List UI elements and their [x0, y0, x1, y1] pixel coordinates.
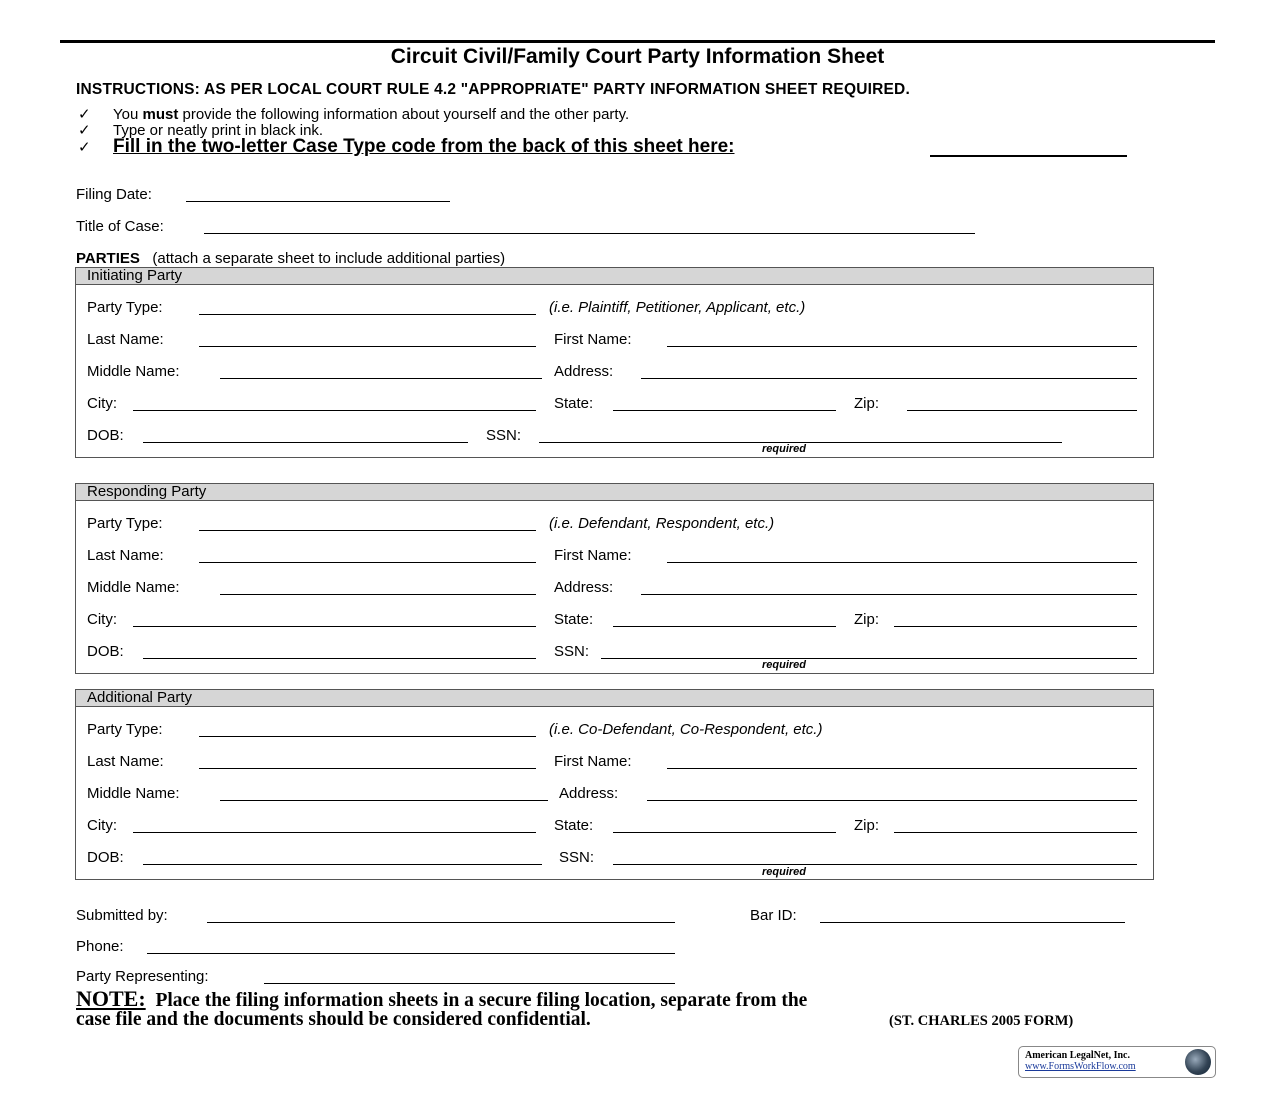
badge-url[interactable]: www.FormsWorkFlow.com — [1025, 1061, 1136, 1072]
middle-name-label: Middle Name: — [87, 579, 180, 596]
page-title: Circuit Civil/Family Court Party Information Sheet — [390, 45, 885, 68]
responding-ssn-field[interactable] — [601, 658, 1137, 659]
ssn-required-note: required — [762, 866, 807, 878]
zip-label: Zip: — [854, 817, 880, 834]
middle-name-label: Middle Name: — [87, 363, 180, 380]
initiating-party-section — [75, 267, 1154, 458]
responding-city-field[interactable] — [133, 626, 536, 627]
party-representing-field[interactable] — [264, 983, 675, 984]
first-name-label: First Name: — [554, 547, 632, 564]
initiating-zip-field[interactable] — [907, 410, 1137, 411]
initiating-party-title: Initiating Party — [87, 267, 183, 284]
instructions: INSTRUCTIONS: AS PER LOCAL COURT RULE 4.2 "APPROPRIATE" PARTY INFORMATION SHEET REQUIRED. — [76, 81, 910, 98]
note-label: NOTE: — [76, 986, 146, 1011]
state-label: State: — [554, 817, 594, 834]
additional-last-name-field[interactable] — [199, 768, 536, 769]
city-label: City: — [87, 611, 117, 628]
ssn-label: SSN: — [554, 643, 590, 660]
additional-party-type-field[interactable] — [199, 736, 536, 737]
party-type-label: Party Type: — [87, 721, 163, 738]
responding-zip-field[interactable] — [894, 626, 1137, 627]
additional-city-field[interactable] — [133, 832, 536, 833]
responding-first-name-field[interactable] — [667, 562, 1137, 563]
state-label: State: — [554, 395, 594, 412]
last-name-label: Last Name: — [87, 331, 164, 348]
city-label: City: — [87, 395, 117, 412]
additional-dob-field[interactable] — [143, 864, 542, 865]
responding-dob-field[interactable] — [143, 658, 536, 659]
city-label: City: — [87, 817, 117, 834]
responding-middle-name-field[interactable] — [220, 594, 536, 595]
title-of-case-label: Title of Case: — [76, 218, 164, 235]
party-type-label: Party Type: — [87, 299, 163, 316]
initiating-dob-field[interactable] — [143, 442, 468, 443]
state-label: State: — [554, 611, 594, 628]
first-name-label: First Name: — [554, 331, 632, 348]
additional-state-field[interactable] — [613, 832, 836, 833]
party-type-hint: (i.e. Plaintiff, Petitioner, Applicant, etc.) — [549, 299, 806, 316]
additional-ssn-field[interactable] — [613, 864, 1137, 865]
bullet-1 — [113, 106, 629, 123]
party-type-hint: (i.e. Defendant, Respondent, etc.) — [549, 515, 775, 532]
filing-date-field[interactable] — [186, 201, 450, 202]
bullet-1-pre: You — [113, 106, 143, 123]
party-type-hint: (i.e. Co-Defendant, Co-Respondent, etc.) — [549, 721, 823, 738]
filing-date-label: Filing Date: — [76, 186, 152, 203]
parties-note: (attach a separate sheet to include additional parties) — [152, 250, 506, 267]
last-name-label: Last Name: — [87, 753, 164, 770]
bullet-2: Type or neatly print in black ink. — [113, 122, 324, 139]
check-icon: ✓ — [78, 106, 91, 123]
ssn-label: SSN: — [486, 427, 522, 444]
section-header — [76, 268, 1153, 285]
responding-state-field[interactable] — [613, 626, 836, 627]
bar-id-label: Bar ID: — [750, 907, 797, 924]
phone-label: Phone: — [76, 938, 124, 955]
section-header — [76, 690, 1153, 707]
parties-bold: PARTIES — [76, 250, 140, 267]
dob-label: DOB: — [87, 643, 124, 660]
globe-logo-icon — [1185, 1049, 1211, 1075]
american-legalnet-badge[interactable] — [1018, 1046, 1216, 1078]
ssn-required-note: required — [762, 443, 807, 455]
submitted-by-field[interactable] — [207, 922, 675, 923]
address-label: Address: — [554, 363, 614, 380]
responding-party-type-field[interactable] — [199, 530, 536, 531]
responding-party-section — [75, 483, 1154, 674]
bar-id-field[interactable] — [820, 922, 1125, 923]
ssn-label: SSN: — [559, 849, 595, 866]
responding-last-name-field[interactable] — [199, 562, 536, 563]
additional-first-name-field[interactable] — [667, 768, 1137, 769]
initiating-state-field[interactable] — [613, 410, 836, 411]
ssn-required-note: required — [762, 659, 807, 671]
initiating-last-name-field[interactable] — [199, 346, 536, 347]
address-label: Address: — [559, 785, 619, 802]
form-id: (ST. CHARLES 2005 FORM) — [889, 1013, 1074, 1029]
dob-label: DOB: — [87, 427, 124, 444]
badge-company: American LegalNet, Inc. — [1025, 1050, 1130, 1061]
party-type-label: Party Type: — [87, 515, 163, 532]
bullet-1-post: provide the following information about yourself and the other party. — [178, 106, 630, 123]
additional-zip-field[interactable] — [894, 832, 1137, 833]
bullet-3: Fill in the two-letter Case Type code from the back of this sheet here: — [113, 136, 735, 157]
check-icon: ✓ — [78, 122, 91, 139]
address-label: Address: — [554, 579, 614, 596]
first-name-label: First Name: — [554, 753, 632, 770]
initiating-first-name-field[interactable] — [667, 346, 1137, 347]
phone-field[interactable] — [147, 953, 675, 954]
responding-party-title: Responding Party — [87, 483, 207, 500]
case-type-code-field[interactable] — [930, 155, 1127, 157]
note-line-2: case file and the documents should be considered confidential. — [76, 1009, 591, 1030]
parties-heading — [76, 250, 505, 267]
title-of-case-field[interactable] — [204, 233, 975, 234]
last-name-label: Last Name: — [87, 547, 164, 564]
initiating-address-field[interactable] — [641, 378, 1137, 379]
initiating-city-field[interactable] — [133, 410, 536, 411]
zip-label: Zip: — [854, 611, 880, 628]
bullet-1-bold: must — [142, 106, 179, 123]
initiating-party-type-field[interactable] — [199, 314, 536, 315]
section-header — [76, 484, 1153, 501]
middle-name-label: Middle Name: — [87, 785, 180, 802]
additional-address-field[interactable] — [647, 800, 1137, 801]
additional-middle-name-field[interactable] — [220, 800, 548, 801]
dob-label: DOB: — [87, 849, 124, 866]
responding-address-field[interactable] — [641, 594, 1137, 595]
party-representing-label: Party Representing: — [76, 968, 209, 985]
note-text-1: Place the filing information sheets in a secure filing location, separate from the — [155, 990, 808, 1011]
initiating-middle-name-field[interactable] — [220, 378, 542, 379]
zip-label: Zip: — [854, 395, 880, 412]
check-icon: ✓ — [78, 139, 91, 156]
additional-party-title: Additional Party — [87, 689, 193, 706]
top-rule — [60, 40, 1215, 43]
submitted-by-label: Submitted by: — [76, 907, 168, 924]
